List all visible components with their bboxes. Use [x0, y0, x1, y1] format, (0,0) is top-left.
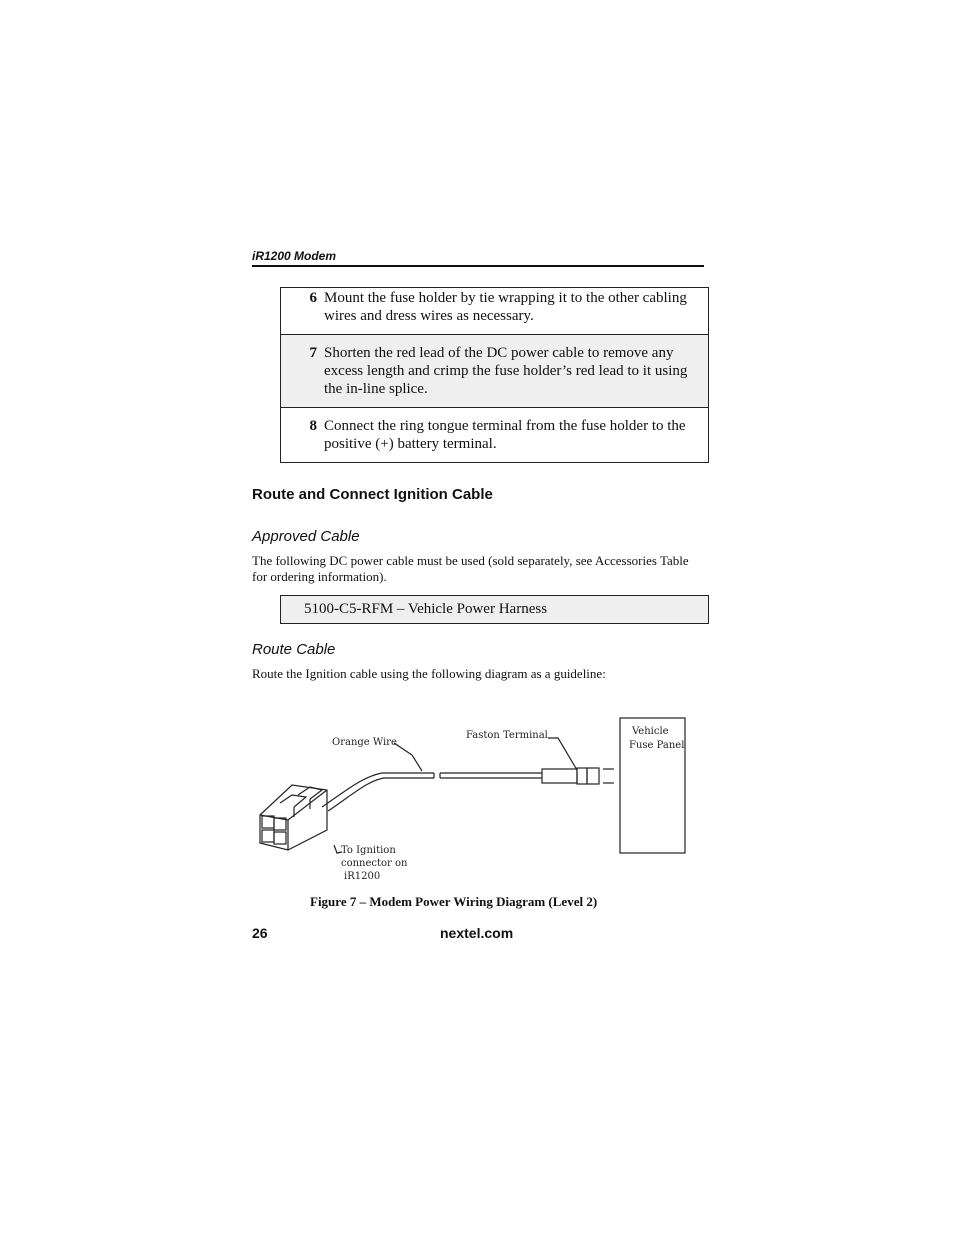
step-row: [281, 408, 709, 463]
step-text: Shorten the red lead of the DC power cable to remove any excess length and crimp the fuse holder’s red lead to it using the in-line splice.: [324, 345, 688, 397]
step-text: Mount the fuse holder by tie wrapping it to the other cabling wires and dress wires as necessary.: [324, 290, 687, 324]
running-title: iR1200 Modem: [252, 249, 337, 263]
footer-site: nextel.com: [440, 925, 514, 941]
step-row: [281, 335, 709, 408]
step-number: 7: [309, 345, 317, 361]
faston-leader: [548, 738, 577, 770]
label-orange-wire: Orange Wire: [332, 737, 397, 748]
orange-wire: [322, 773, 434, 811]
page-number: 26: [252, 925, 268, 941]
section-heading: Route and Connect Ignition Cable: [252, 486, 493, 503]
cable-part-text: 5100-C5-RFM – Vehicle Power Harness: [304, 601, 548, 617]
label-ir1200: iR1200: [344, 871, 381, 882]
label-fuse-panel: Fuse Panel: [629, 740, 685, 751]
approved-cable-paragraph: The following DC power cable must be used (sold separately, see Accessories Table for ordering information).: [252, 553, 689, 584]
wiring-diagram: [252, 715, 692, 885]
cable-segment: [440, 773, 542, 778]
steps-table: [280, 287, 709, 463]
step-text: Connect the ring tongue terminal from the fuse holder to the positive (+) battery terminal.: [324, 418, 686, 452]
route-cable-heading: Route Cable: [252, 641, 336, 658]
ignition-connector: [260, 785, 327, 850]
running-header: [252, 249, 704, 267]
label-vehicle: Vehicle: [632, 726, 669, 737]
faston-terminal: [542, 768, 614, 784]
orange-wire-leader: [394, 743, 422, 771]
approved-cable-heading: Approved Cable: [252, 528, 360, 545]
step-number: 6: [309, 290, 317, 306]
vehicle-fuse-panel: [620, 718, 685, 853]
label-to-ignition: To Ignition: [341, 845, 396, 856]
cable-part-box: [280, 595, 709, 624]
step-row: [281, 288, 709, 335]
figure-caption: Figure 7 – Modem Power Wiring Diagram (Level 2): [310, 894, 598, 909]
route-cable-paragraph: Route the Ignition cable using the following diagram as a guideline:: [252, 666, 606, 681]
label-faston-terminal: Faston Terminal: [466, 730, 548, 741]
label-connector-on: connector on: [341, 858, 408, 869]
step-number: 8: [309, 418, 317, 434]
